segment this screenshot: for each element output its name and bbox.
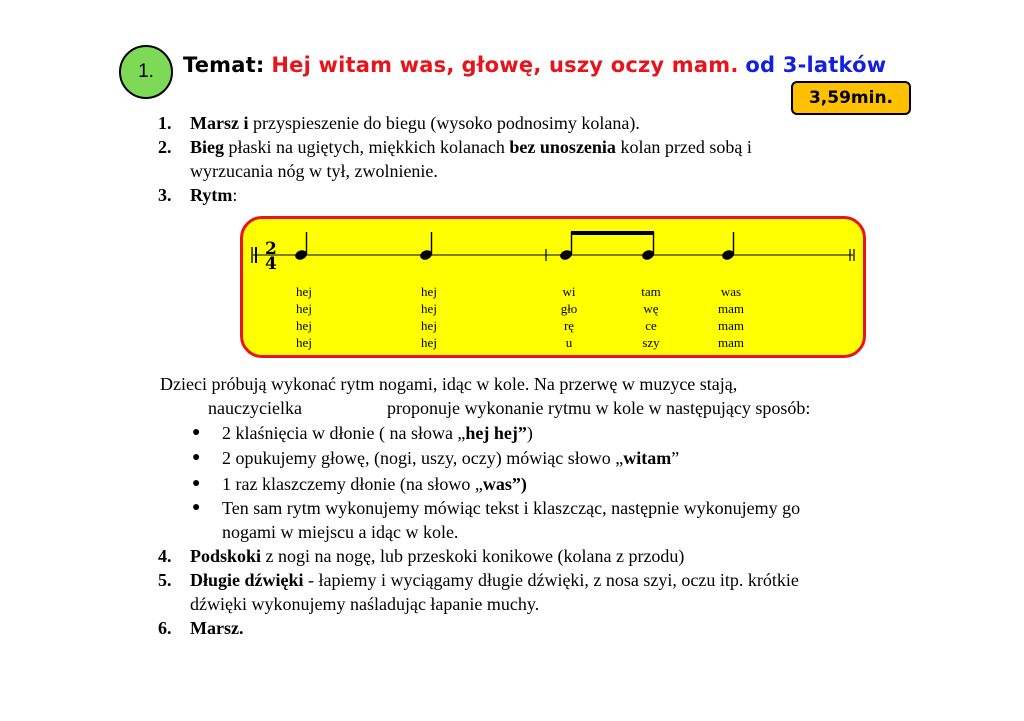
bullet-dot: ● xyxy=(192,425,201,440)
bullet-item: 2 opukujemy głowę, (nogi, uszy, oczy) mówiąc słowo „witam” xyxy=(222,448,680,468)
title-song-continued: głowę, uszy oczy mam. xyxy=(461,53,739,77)
bullet-dot: ● xyxy=(192,450,201,465)
time-signature-bottom: 4 xyxy=(265,254,277,274)
note-beam xyxy=(571,231,654,235)
bullet-item: 1 raz klaszczemy dłonie (na słowo „was”) xyxy=(222,474,527,494)
step-text: Długie dźwięki - łapiemy i wyciągamy długie dźwięki, z nosa szyi, oczu itp. krótkie xyxy=(190,570,799,590)
syllable-column: wi gło rę u xyxy=(560,284,578,350)
step-number: 3. xyxy=(158,185,172,205)
title-song: Hej witam was, xyxy=(271,53,455,77)
step-number: 5. xyxy=(158,570,172,590)
syllable-column: tam wę ce szy xyxy=(641,284,661,350)
rhythm-notation-box xyxy=(240,216,866,358)
lesson-title xyxy=(183,53,886,77)
lesson-number-badge xyxy=(119,45,173,99)
step-number: 1. xyxy=(158,113,172,133)
syllable-column: hej hej hej hej xyxy=(421,284,437,350)
syllable-column: hej hej hej hej xyxy=(296,284,312,350)
step-text: Marsz i przyspieszenie do biegu (wysoko podnosimy kolana). xyxy=(190,113,640,133)
paragraph-line: nauczycielka xyxy=(208,398,302,418)
step-number: 4. xyxy=(158,546,172,566)
paragraph-line: proponuje wykonanie rytmu w kole w następujący sposób: xyxy=(387,398,811,418)
syllable-column: was mam mam mam xyxy=(718,284,744,350)
bullet-dot: ● xyxy=(192,500,201,515)
step-text-continued: wyrzucania nóg w tył, zwolnienie. xyxy=(190,161,438,181)
step-number: 2. xyxy=(158,137,172,157)
step-text: Marsz. xyxy=(190,618,244,638)
time-signature-top: 2 xyxy=(265,239,277,259)
bullet-dot: ● xyxy=(192,476,201,491)
lesson-number: 1. xyxy=(138,61,154,82)
title-age: od 3-latków xyxy=(745,53,887,77)
step-text-continued: dźwięki wykonujemy naśladując łapanie muchy. xyxy=(190,594,540,614)
bullet-item-continued: nogami w miejscu a idąc w kole. xyxy=(222,522,459,542)
step-text: Bieg płaski na ugiętych, miękkich kolanach bez unoszenia kolan przed sobą i xyxy=(190,137,752,157)
step-number: 6. xyxy=(158,618,172,638)
title-label: Temat: xyxy=(183,53,265,77)
duration-badge xyxy=(791,81,911,115)
step-text: Rytm: xyxy=(190,185,238,205)
paragraph-line: Dzieci próbują wykonać rytm nogami, idąc w kole. Na przerwę w muzyce stają, xyxy=(160,374,738,394)
step-text: Podskoki z nogi na nogę, lub przeskoki konikowe (kolana z przodu) xyxy=(190,546,685,566)
bullet-item: 2 klaśnięcia w dłonie ( na słowa „hej hej”) xyxy=(222,423,533,443)
bullet-item: Ten sam rytm wykonujemy mówiąc tekst i klaszcząc, następnie wykonujemy go xyxy=(222,498,801,518)
duration-text: 3,59min. xyxy=(808,88,894,108)
